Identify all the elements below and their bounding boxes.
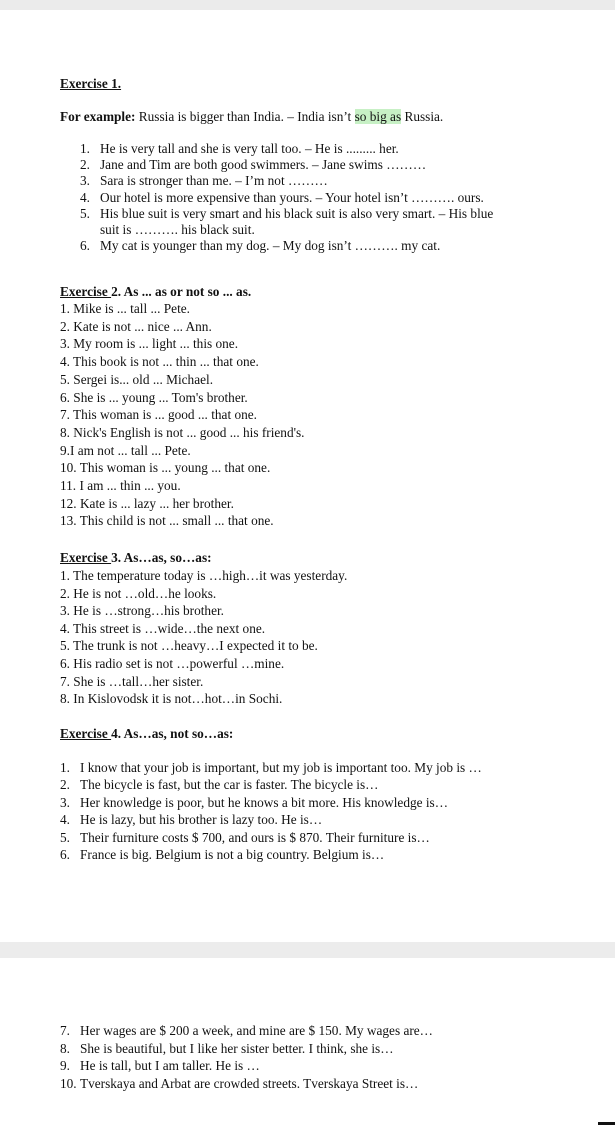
example-label: For example: — [60, 109, 136, 124]
exercise-3-title — [60, 549, 212, 566]
list-item: 7. She is …tall…her sister. — [60, 673, 204, 689]
list-item — [60, 1040, 394, 1057]
list-item: 9.I am not ... tall ... Pete. — [60, 442, 191, 458]
list-item — [60, 1075, 418, 1092]
item-text: France is big. Belgium is not a big country. Belgium is… — [80, 847, 385, 862]
item-number: 8. — [60, 1040, 70, 1056]
list-item: 6. She is ... young ... Tom's brother. — [60, 389, 248, 405]
list-item: 6. His radio set is not …powerful …mine. — [60, 656, 285, 671]
item-text: He is lazy, but his brother is lazy too. He is… — [80, 812, 323, 828]
list-item — [80, 156, 426, 173]
item-text: suit is ………. his black suit. — [100, 222, 255, 237]
item-text: Jane and Tim are both good swimmers. – Jane swims ……… — [100, 157, 427, 173]
item-text: His blue suit is very smart and his black suit is also very smart. – His blue — [100, 205, 494, 221]
item-number: 1. — [80, 141, 90, 156]
item-number: 9. — [60, 1058, 70, 1073]
list-item: 5. Sergei is... old ... Michael. — [60, 371, 214, 387]
list-item — [80, 189, 484, 206]
item-text: He is tall, but I am taller. He is … — [80, 1058, 260, 1073]
exercise-3-title-rest: 3. As…as, so…as: — [111, 550, 212, 565]
item-number: 6. — [60, 847, 70, 862]
item-text: Tverskaya and Arbat are crowded streets. Tverskaya Street is… — [80, 1075, 419, 1091]
list-item — [80, 205, 493, 222]
list-item — [60, 811, 322, 828]
item-number: 2. — [80, 157, 90, 173]
list-item: 2. Kate is not ... nice ... Ann. — [60, 318, 212, 334]
list-item — [80, 237, 440, 254]
item-text: Their furniture costs $ 700, and ours is $ 870. Their furniture is… — [80, 829, 430, 845]
list-item: 10. This woman is ... young ... that one. — [60, 460, 271, 476]
item-number: 6. — [80, 238, 90, 254]
exercise-4-title — [60, 725, 233, 742]
list-item: 8. Nick's English is not ... good ... his friend's. — [60, 424, 305, 440]
list-item — [60, 794, 448, 811]
list-item: 7. This woman is ... good ... that one. — [60, 407, 257, 423]
example-highlight: so big as — [354, 109, 402, 124]
page-separator — [0, 942, 615, 958]
list-item — [60, 1057, 260, 1074]
list-item: 5. The trunk is not …heavy…I expected it to be. — [60, 638, 318, 654]
item-number: 2. — [60, 777, 70, 793]
exercise-2-title — [60, 283, 251, 300]
item-number: 10. — [60, 1075, 77, 1091]
example-text-start: Russia is bigger than India. – India isn’t — [135, 109, 355, 124]
item-text: Her wages are $ 200 a week, and mine are $ 150. My wages are… — [80, 1023, 433, 1038]
list-item: 3. He is …strong…his brother. — [60, 603, 224, 619]
exercise-4-title-underlined: Exercise — [60, 726, 112, 741]
exercise-2-title-underlined: Exercise — [60, 284, 112, 299]
item-number: 3. — [60, 794, 70, 810]
item-number: 3. — [80, 173, 90, 189]
item-text: He is very tall and she is very tall too. – He is ......... her. — [100, 141, 399, 156]
list-item: 4. This street is …wide…the next one. — [60, 620, 266, 636]
item-number: 5. — [60, 829, 70, 845]
item-text: Her knowledge is poor, but he knows a bit more. His knowledge is… — [80, 794, 449, 810]
list-item — [80, 140, 399, 157]
exercise-4-title-rest: 4. As…as, not so…as: — [111, 726, 234, 741]
exercise-1-title: Exercise 1. — [60, 76, 122, 91]
list-item — [60, 776, 378, 793]
list-item — [80, 172, 328, 189]
list-item: 11. I am ... thin ... you. — [60, 478, 181, 493]
item-number: 4. — [80, 189, 90, 205]
item-text: My cat is younger than my dog. – My dog isn’t ………. my cat. — [100, 238, 441, 254]
list-item — [60, 846, 384, 863]
exercise-2-title-rest: 2. As ... as or not so ... as. — [111, 284, 252, 299]
list-item: 4. This book is not ... thin ... that one. — [60, 354, 259, 370]
item-number: 5. — [80, 205, 90, 221]
item-number: 4. — [60, 812, 70, 828]
list-item: 2. He is not …old…he looks. — [60, 585, 217, 601]
list-item: 12. Kate is ... lazy ... her brother. — [60, 495, 234, 511]
list-item: 13. This child is not ... small ... that one. — [60, 513, 274, 529]
list-item — [60, 759, 482, 776]
list-item: 1. The temperature today is …high…it was yesterday. — [60, 568, 348, 583]
item-number: 7. — [60, 1023, 70, 1038]
list-item: 8. In Kislovodsk it is not…hot…in Sochi. — [60, 691, 283, 707]
item-text: The bicycle is fast, but the car is faster. The bicycle is… — [80, 777, 379, 793]
item-text: Sara is stronger than me. – I’m not ……… — [100, 173, 328, 189]
list-item — [60, 1022, 433, 1039]
exercise-3-title-underlined: Exercise — [60, 550, 112, 565]
item-number: 1. — [60, 760, 70, 775]
list-item — [60, 829, 430, 846]
item-text: Our hotel is more expensive than yours. – Your hotel isn’t ………. ours. — [100, 189, 484, 205]
exercise-1-example — [60, 108, 443, 125]
list-item: 1. Mike is ... tall ... Pete. — [60, 301, 191, 316]
example-text-end: Russia. — [401, 109, 444, 124]
item-text: She is beautiful, but I like her sister better. I think, she is… — [80, 1040, 394, 1056]
list-item — [80, 221, 255, 238]
list-item: 3. My room is ... light ... this one. — [60, 336, 239, 352]
item-text: I know that your job is important, but my job is important too. My job is … — [80, 760, 482, 775]
scroll-indicator — [598, 1122, 615, 1125]
